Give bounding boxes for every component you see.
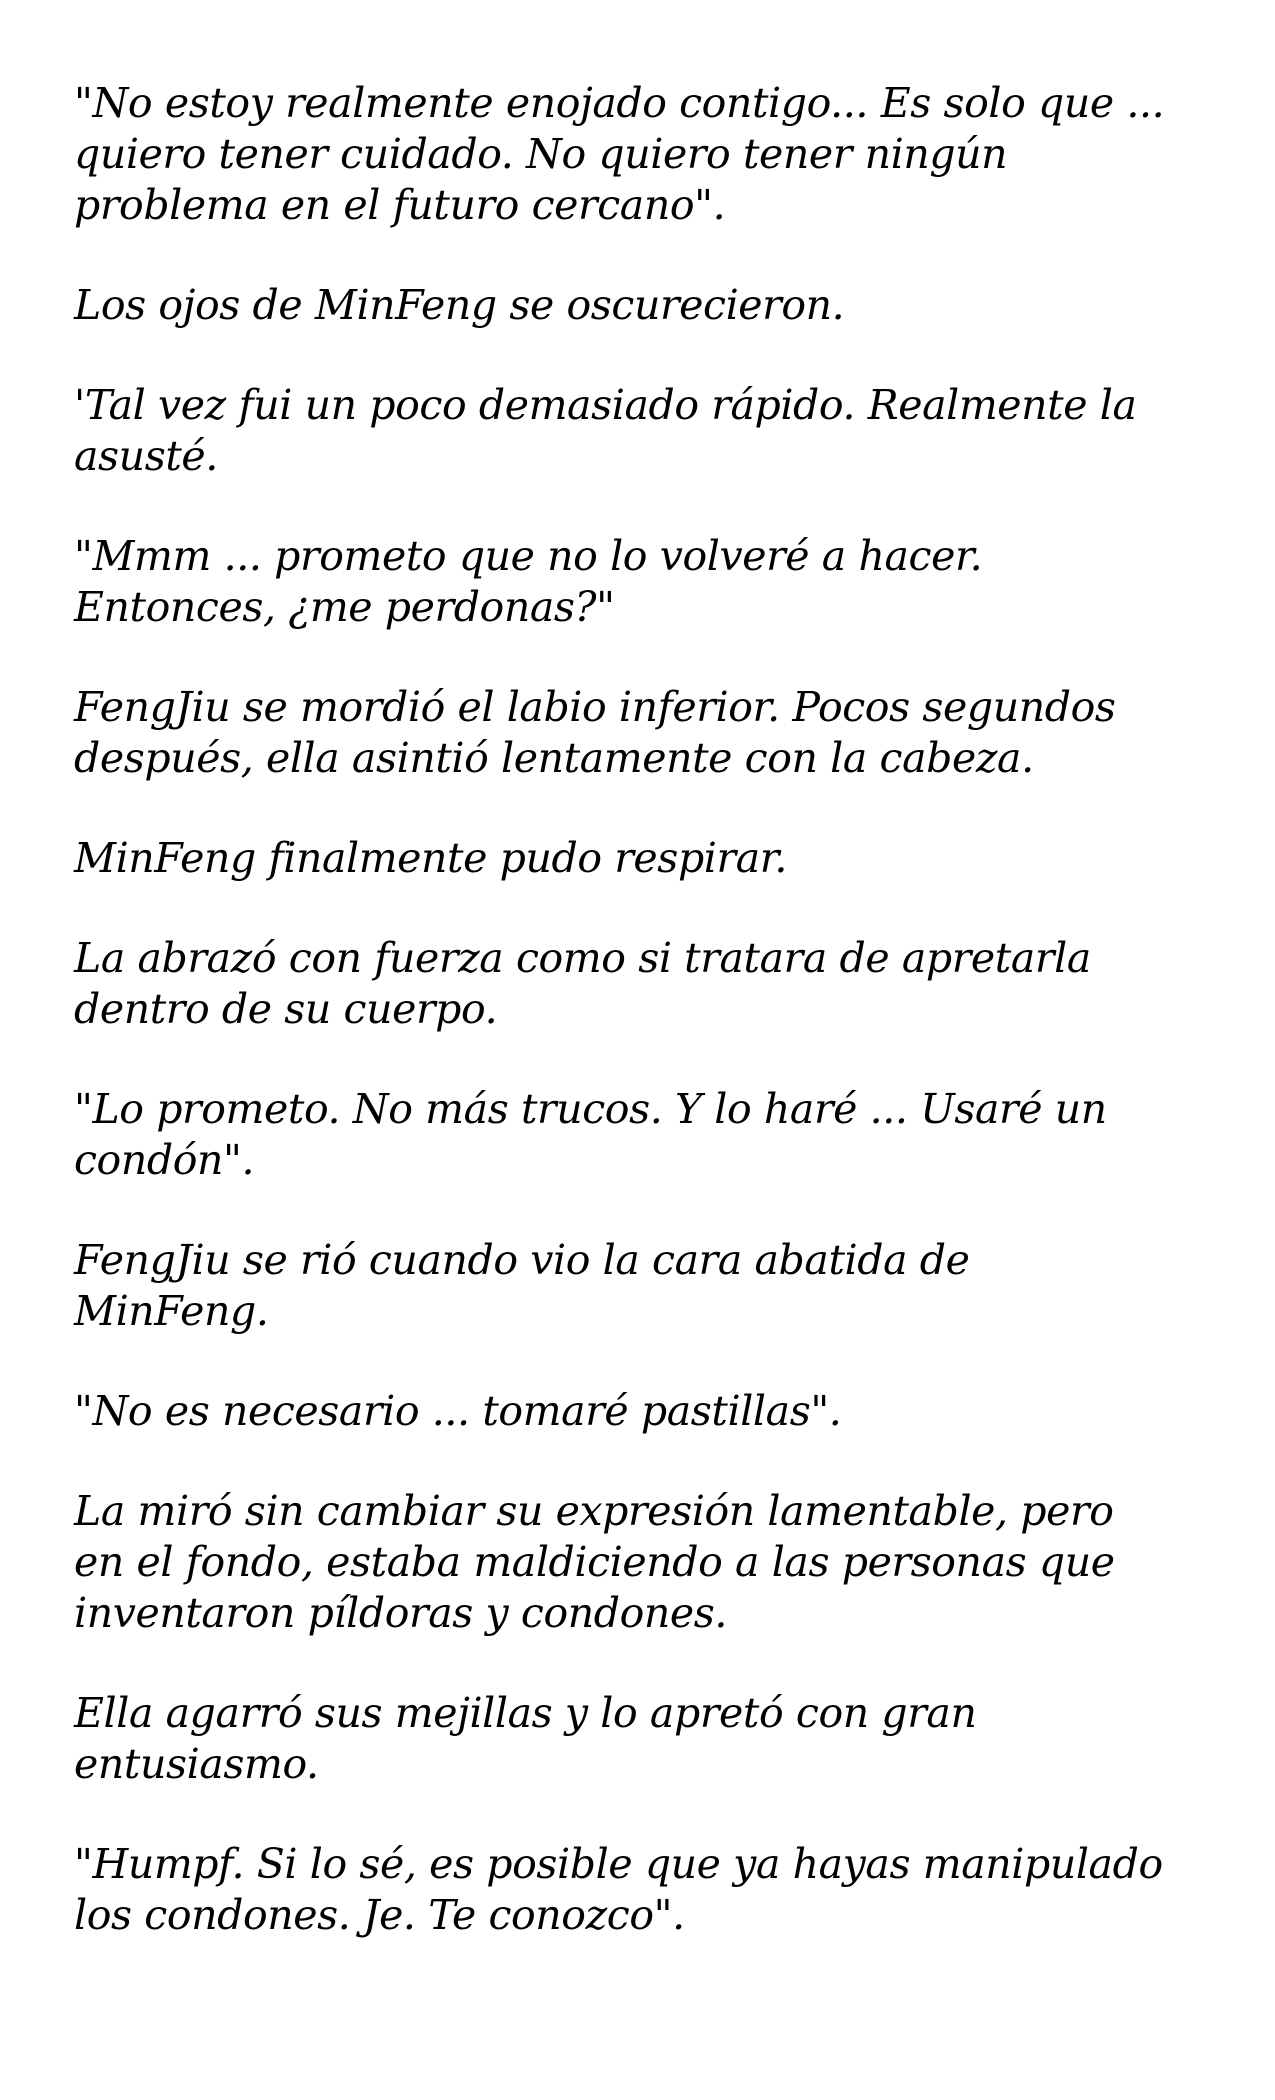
paragraph-5: FengJiu se mordió el labio inferior. Pocos segundos después, ella asintió lentamente con la cabeza. [74, 683, 1116, 782]
paragraph-13: "Humpf. Si lo sé, es posible que ya hayas manipulado los condones. Je. Te conozco". [74, 1840, 1163, 1939]
paragraph-7: La abrazó con fuerza como si tratara de apretarla dentro de su cuerpo. [74, 934, 1091, 1033]
paragraph-9: FengJiu se rió cuando vio la cara abatida de MinFeng. [74, 1236, 970, 1335]
paragraph-3: 'Tal vez fui un poco demasiado rápido. Realmente la asusté. [74, 381, 1137, 480]
paragraph-6: MinFeng finalmente pudo respirar. [74, 834, 788, 882]
paragraph-12: Ella agarró sus mejillas y lo apretó con gran entusiasmo. [74, 1689, 977, 1788]
paragraph-2: Los ojos de MinFeng se oscurecieron. [74, 281, 845, 329]
paragraph-8: "Lo prometo. No más trucos. Y lo haré ... Usaré un condón". [74, 1085, 1107, 1184]
story-text [74, 0, 1224, 1990]
paragraph-11: La miró sin cambiar su expresión lamentable, pero en el fondo, estaba maldiciendo a las personas que inventaron píldoras y condones. [74, 1487, 1115, 1637]
paragraph-1: "No estoy realmente enojado contigo... Es solo que ... quiero tener cuidado. No quiero tener ningún problema en el futuro cercano". [74, 79, 1165, 229]
paragraph-4: "Mmm ... prometo que no lo volveré a hacer. Entonces, ¿me perdonas?" [74, 532, 983, 631]
paragraph-10: "No es necesario ... tomaré pastillas". [74, 1387, 842, 1435]
